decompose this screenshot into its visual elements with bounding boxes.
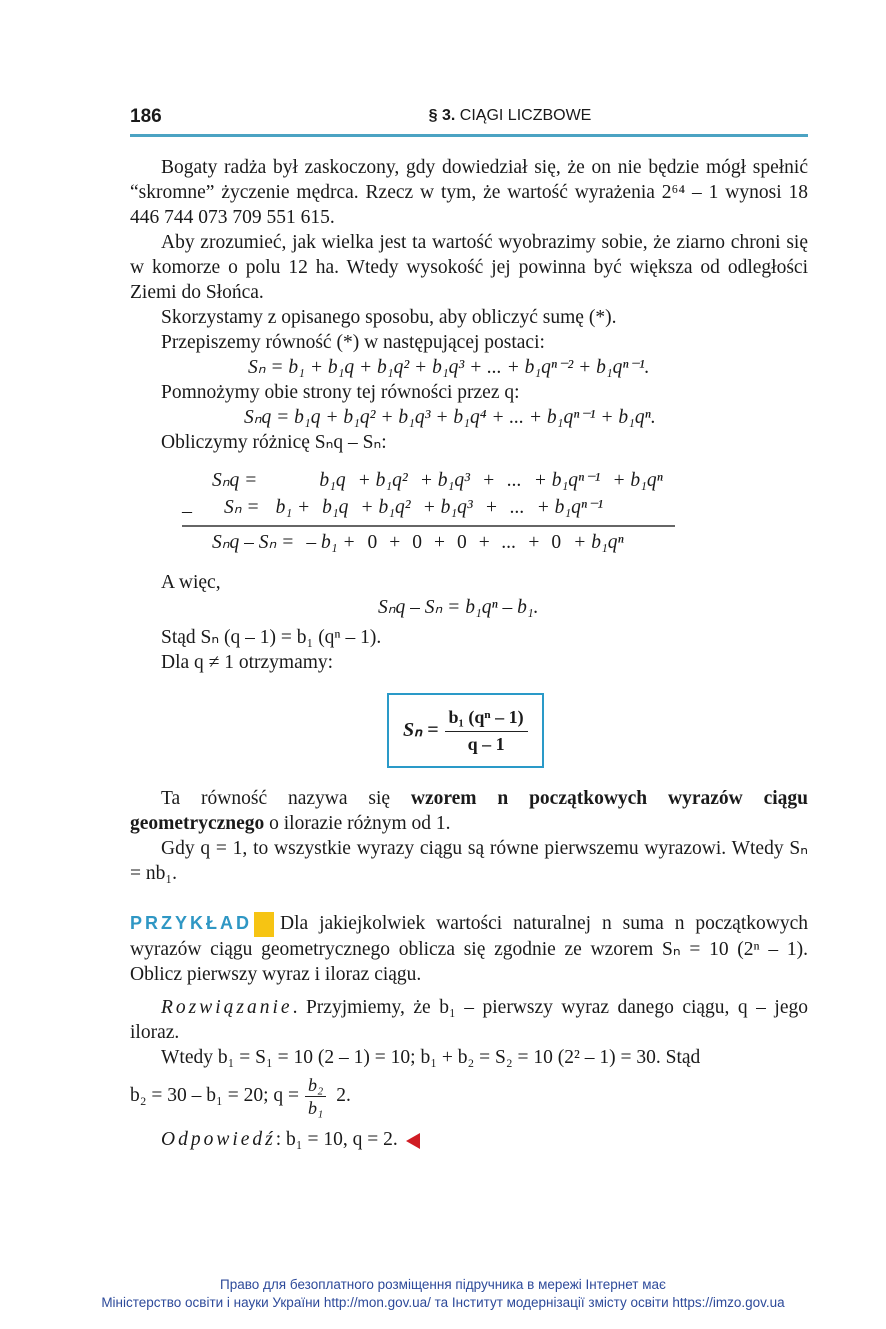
section-title: [300, 107, 720, 125]
table-row: [212, 529, 675, 556]
table-cell: + b₁qⁿ⁻¹: [533, 470, 601, 491]
formula-difference: Sₙq – Sₙ = b₁qⁿ – b₁.: [378, 597, 539, 618]
formula-denominator: q – 1: [467, 734, 505, 754]
solution-text: . Przyjmiemy, że b₁ – pierwszy wyraz danego ciągu, q – jego iloraz.: [130, 997, 808, 1044]
paragraph-6: Obliczymy różnicę Sₙq – Sₙ:: [161, 432, 387, 453]
example-marker: [254, 912, 274, 937]
paragraph-8: Gdy q = 1, to wszystkie wyrazy ciągu są równe pierwszemu wyrazowi. Wtedy Sₙ = nb₁.: [130, 838, 808, 884]
table-cell: +: [389, 532, 401, 553]
page-number: 186: [130, 106, 162, 127]
step-result: 2.: [336, 1085, 351, 1106]
table-cell: b₁q: [322, 497, 349, 518]
fraction-numerator: b₂: [305, 1074, 326, 1097]
end-of-example-icon: [406, 1133, 420, 1149]
table-cell: + b₁q²: [360, 497, 411, 518]
text: Ta równość nazywa się: [161, 788, 411, 809]
table-cell: b₁q: [319, 470, 346, 491]
a-wiec-text: A więc,: [161, 572, 221, 593]
paragraph-1: Bogaty radża był zaskoczony, gdy dowiedział się, że on nie będzie mógł spełnić “skromne” życzenie mędrca. Rzecz w tym, że wartość wyrażenia 2⁶⁴ – 1 wynosi 18 446 744 073 709 551 615.: [130, 157, 808, 228]
solution-label: Rozwiązanie: [161, 997, 293, 1019]
table-cell: +: [478, 532, 490, 553]
paragraph-3: Skorzystamy z opisanego sposobu, aby obliczyć sumę (*).: [161, 307, 617, 328]
table-cell: 0: [457, 532, 467, 553]
formula-lhs: Sₙ =: [403, 719, 439, 741]
table-cell: ...: [507, 470, 522, 491]
page-content: [130, 155, 808, 1152]
stad-text: Stąd Sₙ (q – 1) = b₁ (qⁿ – 1).: [161, 627, 382, 648]
table-cell: + b₁qⁿ⁻¹: [536, 497, 604, 518]
solution-step-1: Wtedy b₁ = S₁ = 10 (2 – 1) = 10; b₁ + b₂ = S₂ = 10 (2² – 1) = 30. Stąd: [161, 1047, 701, 1069]
step-text: b₂ = 30 – b₁ = 20; q =: [130, 1085, 300, 1106]
table-rows: [212, 467, 675, 556]
table-row: [212, 467, 675, 494]
table-cell: +: [481, 470, 496, 491]
formula-sum: Sₙ = b₁ + b₁q + b₁q² + b₁q³ + ... + b₁qⁿ⁻² + b₁qⁿ⁻¹.: [248, 357, 650, 378]
example-text: Dla jakiejkolwiek wartości naturalnej n suma n początkowych wyrazów ciągu geometrycznego oblicza się zgodnie ze wzorem Sₙ = 10 (2ⁿ – 1). Oblicz pierwszy wyraz i iloraz ciągu.: [130, 913, 808, 986]
definition-term: wzorem n początkowych wyrazów ciągu geometrycznego: [130, 788, 808, 834]
table-cell: + b₁q³: [422, 497, 473, 518]
subtraction-table: [182, 467, 808, 556]
paragraph-2: Aby zrozumieć, jak wielka jest ta wartość wyobrazimy sobie, że ziarno chroni się w komorze o polu 12 ha. Wtedy wysokość jej powinna być większa od odległości Ziemi do Słońca.: [130, 232, 808, 303]
header-rule: [130, 134, 808, 137]
table-cell: +: [528, 532, 540, 553]
table-cell: ...: [509, 497, 525, 518]
table-cell: 0: [551, 532, 562, 553]
formula-numerator: b₁ (qⁿ – 1): [445, 705, 528, 732]
fraction: [305, 1074, 326, 1119]
text: o ilorazie różnym od 1.: [264, 813, 451, 834]
table-cell: + b₁q³: [419, 470, 470, 491]
footer-line-1: Право для безоплатного розміщення підручника в мережі Інтернет має: [220, 1277, 666, 1292]
table-cell: Sₙ =: [224, 497, 260, 518]
minus-sign: –: [182, 500, 192, 522]
formula-multiplied: Sₙq = b₁q + b₁q² + b₁q³ + b₁q⁴ + ... + b₁qⁿ⁻¹ + b₁qⁿ.: [244, 407, 656, 428]
solution-paragraph: [130, 995, 808, 1045]
example-paragraph: [130, 911, 808, 987]
table-cell: 0: [412, 532, 423, 553]
paragraph-5: Pomnożymy obie strony tej równości przez q:: [161, 382, 520, 403]
paragraph-4: Przepiszemy równość (*) w następującej postaci:: [161, 332, 545, 353]
table-cell: 0: [367, 532, 378, 553]
footer-line-2: Міністерство освіти і науки України http://mon.gov.ua/ та Інститут модернізації змісту освіти https://imzo.gov.ua: [101, 1295, 785, 1310]
table-row: [212, 494, 675, 521]
table-cell: b₁ +: [275, 497, 311, 518]
answer-line: [130, 1127, 808, 1152]
dla-text: Dla q ≠ 1 otrzymamy:: [161, 652, 334, 673]
table-cell: +: [484, 497, 498, 518]
boxed-sum-formula: [387, 693, 544, 768]
table-cell: – b₁ +: [306, 532, 356, 553]
answer-label: Odpowiedź: [161, 1129, 276, 1151]
table-cell: +: [434, 532, 446, 553]
solution-step-2: [130, 1074, 808, 1119]
example-label: PRZYKŁAD: [130, 913, 252, 933]
table-cell: + b₁qⁿ: [612, 470, 663, 491]
table-cell: + b₁qⁿ: [573, 532, 624, 553]
table-cell: Sₙq – Sₙ =: [212, 532, 295, 553]
answer-text: : b₁ = 10, q = 2.: [275, 1129, 398, 1151]
paragraph-7: [130, 786, 808, 836]
fraction-denominator: b₁: [308, 1098, 324, 1119]
section-name: CIĄGI LICZBOWE: [459, 107, 592, 124]
section-prefix: § 3.: [428, 107, 456, 124]
table-rule: [182, 525, 675, 527]
table-cell: Sₙq =: [212, 470, 258, 491]
table-cell: ...: [501, 532, 517, 553]
formula-fraction: [445, 705, 528, 756]
table-cell: + b₁q²: [357, 470, 408, 491]
